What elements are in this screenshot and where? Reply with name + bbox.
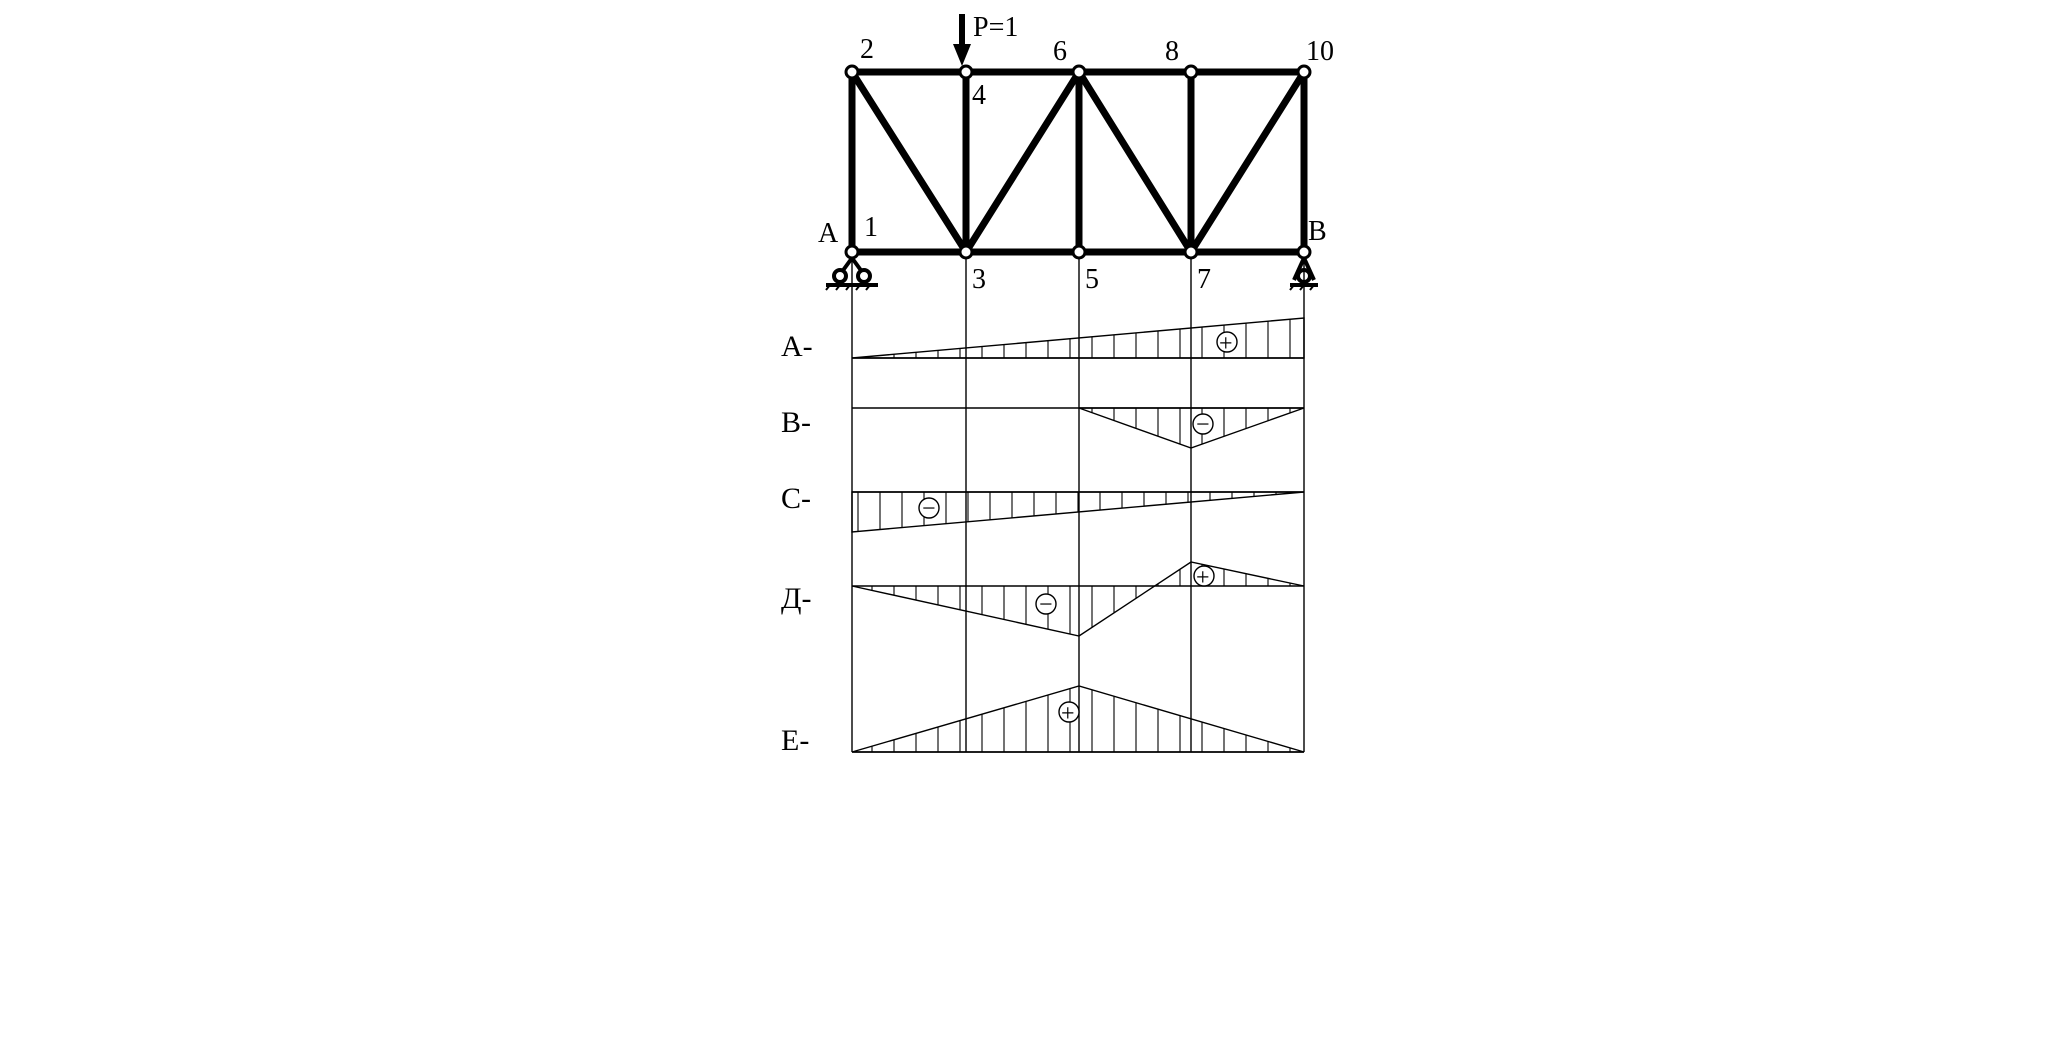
joint-7	[1185, 246, 1197, 258]
node-label-10: 10	[1306, 36, 1334, 67]
sign-c: −	[922, 496, 936, 522]
influence-line-d	[852, 562, 1304, 636]
joint-10	[1298, 66, 1310, 78]
joint-6	[1073, 66, 1085, 78]
load-label: P=1	[973, 12, 1019, 43]
joint-1	[846, 246, 858, 258]
row-label-d: Д-	[781, 582, 812, 615]
sign-e: +	[1061, 701, 1075, 727]
node-label-4: 4	[972, 80, 986, 111]
influence-line-e	[852, 686, 1304, 752]
joint-4	[960, 66, 972, 78]
joint-2	[846, 66, 858, 78]
sign-d-negative: −	[1039, 592, 1053, 618]
support-label-b: B	[1308, 216, 1327, 247]
influence-line-c	[852, 492, 1304, 532]
node-label-6: 6	[1053, 36, 1067, 67]
joint-8	[1185, 66, 1197, 78]
diagonal-6-7	[1079, 72, 1191, 252]
node-label-1: 1	[864, 212, 878, 243]
node-label-3: 3	[972, 264, 986, 295]
row-label-e: Е-	[781, 724, 810, 757]
node-label-8: 8	[1165, 36, 1179, 67]
diagonal-7-10	[1191, 72, 1304, 252]
truss-members	[852, 72, 1304, 252]
sign-d-positive: +	[1196, 565, 1210, 591]
joint-5	[1073, 246, 1085, 258]
node-label-5: 5	[1085, 264, 1099, 295]
node-label-7: 7	[1197, 264, 1211, 295]
row-label-c: С-	[781, 482, 811, 515]
row-label-b: В-	[781, 406, 811, 439]
support-label-a: A	[818, 218, 839, 249]
load-arrow	[953, 14, 971, 66]
joint-9	[1298, 246, 1310, 258]
sign-a: +	[1219, 331, 1233, 357]
influence-line-b	[852, 408, 1304, 448]
joint-3	[960, 246, 972, 258]
node-label-2: 2	[860, 34, 874, 65]
row-label-a: А-	[781, 330, 813, 363]
influence-line-a	[852, 318, 1304, 358]
sign-b: −	[1196, 412, 1210, 438]
